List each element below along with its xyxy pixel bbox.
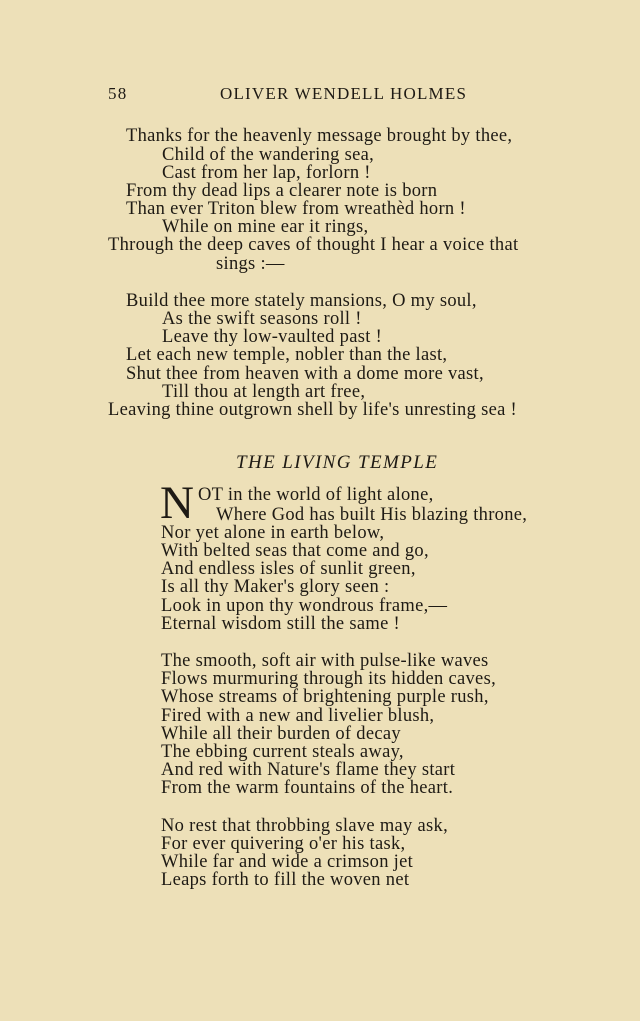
verse-line: The smooth, soft air with pulse-like waves — [161, 651, 489, 671]
poem-title: THE LIVING TEMPLE — [236, 452, 439, 473]
verse-line: For ever quivering o'er his task, — [161, 834, 406, 854]
verse-line: Flows murmuring through its hidden caves, — [161, 669, 496, 689]
verse-line: Build thee more stately mansions, O my soul, — [126, 291, 477, 311]
verse-line: Fired with a new and livelier blush, — [161, 706, 435, 726]
verse-line: Than ever Triton blew from wreathèd horn ! — [126, 199, 466, 219]
verse-line: And red with Nature's flame they start — [161, 760, 456, 780]
running-head: OLIVER WENDELL HOLMES — [220, 84, 468, 103]
verse-line: Till thou at length art free, — [162, 382, 366, 402]
drop-cap: N — [160, 477, 194, 529]
verse-line: Thanks for the heavenly message brought by thee, — [126, 126, 513, 146]
verse-line: No rest that throbbing slave may ask, — [161, 816, 449, 836]
verse-line: Through the deep caves of thought I hear a voice that — [108, 235, 519, 255]
verse-line: Let each new temple, nobler than the last, — [126, 345, 448, 365]
verse-line: The ebbing current steals away, — [161, 742, 404, 762]
verse-line: Nor yet alone in earth below, — [161, 523, 385, 543]
verse-line: While on mine ear it rings, — [162, 217, 369, 237]
verse-line: Where God has built His blazing throne, — [216, 505, 528, 525]
verse-line: OT in the world of light alone, — [198, 485, 434, 505]
verse-line: From thy dead lips a clearer note is born — [126, 181, 438, 201]
verse-line: Leaps forth to fill the woven net — [161, 870, 410, 890]
page-header — [108, 84, 488, 106]
verse-line: While all their burden of decay — [161, 724, 401, 744]
verse-line: Eternal wisdom still the same ! — [161, 614, 400, 634]
verse-line: With belted seas that come and go, — [161, 541, 429, 561]
verse-line: Is all thy Maker's glory seen : — [161, 577, 390, 597]
page-number: 58 — [108, 84, 128, 103]
verse-line: Look in upon thy wondrous frame,— — [161, 596, 448, 616]
verse-line: Whose streams of brightening purple rush, — [161, 687, 489, 707]
verse-line: sings :— — [216, 254, 285, 274]
verse-line: From the warm fountains of the heart. — [161, 778, 454, 798]
verse-line: As the swift seasons roll ! — [162, 309, 362, 329]
verse-line: Child of the wandering sea, — [162, 145, 375, 165]
verse-line: Cast from her lap, forlorn ! — [162, 163, 371, 183]
verse-line: Shut thee from heaven with a dome more vast, — [126, 364, 484, 384]
verse-line: Leave thy low-vaulted past ! — [162, 327, 383, 347]
verse-line: While far and wide a crimson jet — [161, 852, 414, 872]
verse-line: Leaving thine outgrown shell by life's unresting sea ! — [108, 400, 517, 420]
verse-line: And endless isles of sunlit green, — [161, 559, 416, 579]
